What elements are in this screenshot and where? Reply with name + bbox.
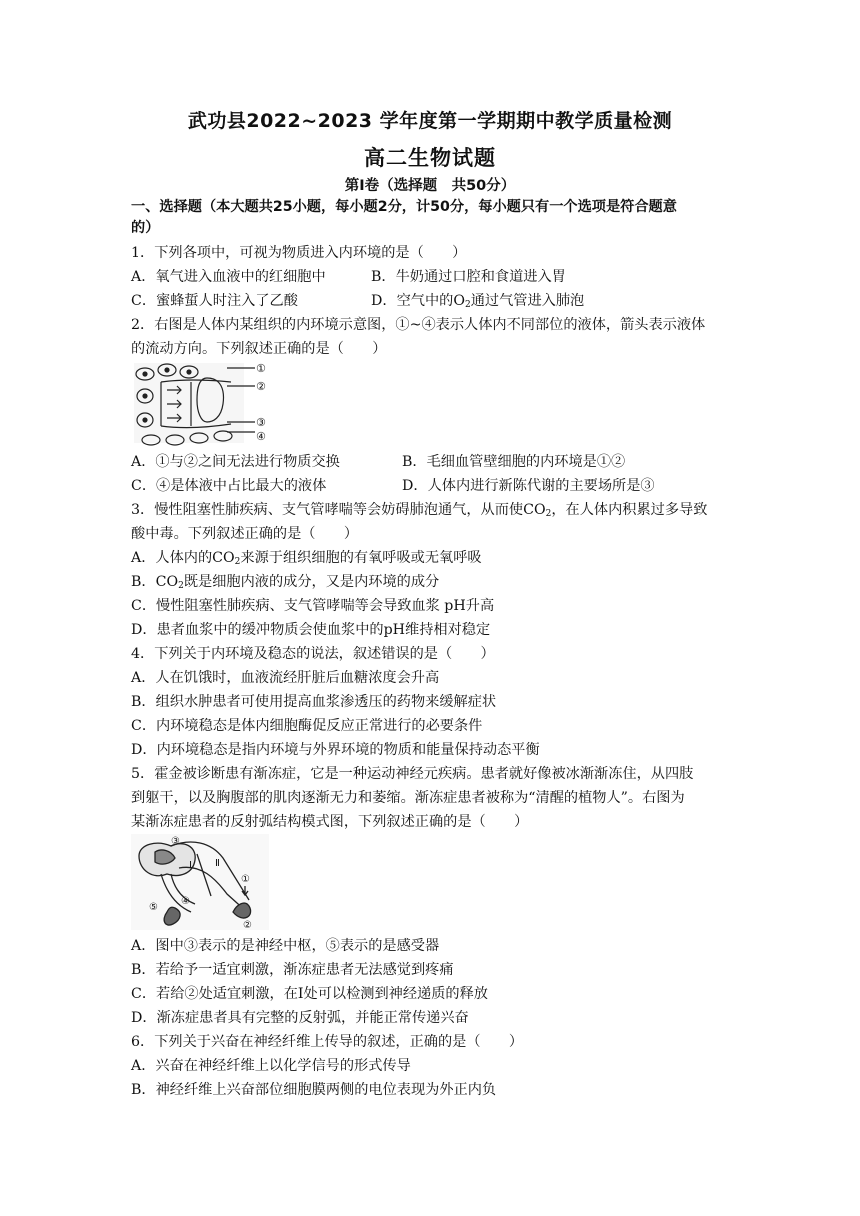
section-heading-line1: 一、选择题（本大题共25小题，每小题2分，计50分，每小题只有一个选项是符合题意 [131,199,677,215]
q5-label-2: ② [243,920,252,930]
q1-option-b: B．牛奶通过口腔和食道进入胃 [371,269,566,285]
q5-label-roman-2: Ⅱ [215,858,220,869]
q2-label-4: ④ [256,430,266,443]
q2-option-b: B．毛细血管壁细胞的内环境是①② [402,454,626,470]
q4-option-b: B．组织水肿患者可使用提高血浆渗透压的药物来缓解症状 [131,694,497,710]
q5-option-a: A．图中③表示的是神经中枢，⑤表示的是感受器 [131,938,440,954]
q5-label-5: ⑤ [149,902,158,913]
part-title: 第Ⅰ卷（选择题 共50分） [344,178,516,194]
q2-stem-line2: 的流动方向。下列叙述正确的是（ ） [131,341,387,357]
q2-option-c: C．④是体液中占比最大的液体 [131,478,327,494]
q2-option-a: A．①与②之间无法进行物质交换 [131,454,340,470]
reflex-arc-diagram [131,834,269,930]
q4-option-c: C．内环境稳态是体内细胞酶促反应正常进行的必要条件 [131,718,483,734]
q5-option-c: C．若给②处适宜刺激，在Ⅰ处可以检测到神经递质的释放 [131,986,488,1002]
q2-label-2: ② [256,380,266,393]
q2-stem-line1: 2．右图是人体内某组织的内环境示意图，①~④表示人体内不同部位的液体，箭头表示液体 [131,317,706,333]
q5-option-b: B．若给予一适宜刺激，渐冻症患者无法感觉到疼痛 [131,962,454,978]
q2-option-d: D．人体内进行新陈代谢的主要场所是③ [402,478,655,494]
q1-option-c: C．蜜蜂蜇人时注入了乙酸 [131,293,298,309]
q3-stem-line1: 3．慢性阻塞性肺疾病、支气管哮喘等会妨碍肺泡通气，从而使$CO_2$，在人体内积累过多导致 [131,502,708,519]
q4-option-d: D．内环境稳态是指内环境与外界环境的物质和能量保持动态平衡 [131,742,540,758]
q4-option-a: A．人在饥饿时，血液流经肝脏后血糖浓度会升高 [131,670,440,686]
q3-option-b: B．$CO_2$既是细胞内液的成分，又是内环境的成分 [131,574,440,591]
q3-option-c: C．慢性阻塞性肺疾病、支气管哮喘等会导致血浆 pH升高 [131,598,495,614]
q5-label-roman-1: Ⅰ [189,860,192,871]
exam-title: 武功县2022~2023 学年度第一学期期中教学质量检测 [187,110,673,132]
q2-label-3: ③ [256,416,266,429]
q2-label-1: ① [256,362,266,375]
q3-option-d: D．患者血浆中的缓冲物质会使血浆中的pH维持相对稳定 [131,622,491,638]
q3-option-a: A．人体内的$CO_2$来源于组织细胞的有氧呼吸或无氧呼吸 [131,550,482,567]
q6-option-b: B．神经纤维上兴奋部位细胞膜两侧的电位表现为外正内负 [131,1082,497,1098]
q6-option-a: A．兴奋在神经纤维上以化学信号的形式传导 [131,1058,411,1074]
section-heading-line2: 的） [131,220,160,236]
q1-option-d: D．空气中的$O_2$通过气管进入肺泡 [371,293,585,310]
tissue-environment-diagram [131,360,271,448]
q1-stem: 1．下列各项中，可视为物质进入内环境的是（ ） [131,245,467,261]
q1-option-a: A．氧气进入血液中的红细胞中 [131,269,326,285]
q5-label-1: ① [241,874,250,885]
q3-stem-line2: 酸中毒。下列叙述正确的是（ ） [131,526,359,542]
q5-stem-line3: 某渐冻症患者的反射弧结构模式图，下列叙述正确的是（ ） [131,814,529,830]
q5-label-3: ③ [171,836,180,847]
q6-stem: 6．下列关于兴奋在神经纤维上传导的叙述，正确的是（ ） [131,1034,524,1050]
q5-option-d: D．渐冻症患者具有完整的反射弧，并能正常传递兴奋 [131,1010,469,1026]
q5-stem-line1: 5．霍金被诊断患有渐冻症，它是一种运动神经元疾病。患者就好像被冰渐渐冻住，从四肢 [131,766,694,782]
q5-label-4: ④ [181,896,190,907]
q5-stem-line2: 到躯干，以及胸腹部的肌肉逐渐无力和萎缩。渐冻症患者被称为“清醒的植物人”。右图为 [131,790,685,806]
exam-subject-title: 高二生物试题 [364,146,496,170]
q4-stem: 4．下列关于内环境及稳态的说法，叙述错误的是（ ） [131,646,495,662]
